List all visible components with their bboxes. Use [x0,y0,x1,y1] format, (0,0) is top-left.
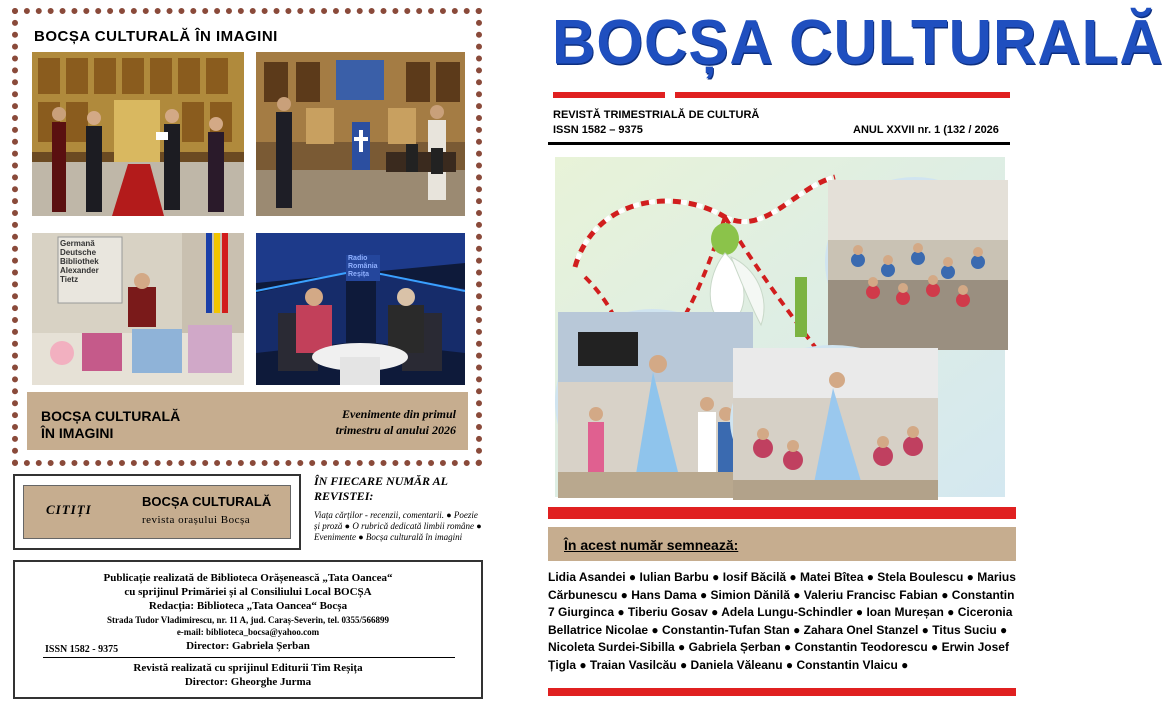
citi-word: CITIȚI [46,502,92,517]
gallery-bar-title-line: ÎN IMAGINI [41,425,114,441]
photo-kids-classroom [825,177,1005,347]
citi-box [13,474,301,550]
radio-logo-line: Radio [348,255,368,262]
pub-email: e-mail: biblioteca_bocsa@yahoo.com [176,627,320,637]
photo-library-exhibit [32,233,244,385]
pub-director: Director: Gabriela Șerban [186,640,310,652]
divider-red [675,92,1010,98]
pub-line: cu sprijinul Primăriei și al Consiliului Local BOCȘA [124,586,372,598]
pub-line: Publicație realizată de Biblioteca Orășenească „Tata Oancea“ [103,572,393,584]
pub-line: Strada Tudor Vladimirescu, nr. 11 A, jud. Caraș-Severin, tel. 0355/566899 [107,615,389,625]
divider-red [548,688,1016,696]
contributors-bar [548,527,1016,561]
divider [43,657,455,658]
contributors-title: În acest număr semnează: [564,537,739,553]
divider-red [548,507,1016,519]
gallery-title: BOCȘA CULTURALĂ ÎN IMAGINI [34,28,278,45]
pub-line: Redacția: Biblioteca „Tata Oancea“ Bocșa [148,600,348,612]
citi-title: BOCȘA CULTURALĂ [142,494,272,509]
issn: ISSN 1582 – 9375 [553,124,643,136]
sign-line: Germană [60,239,95,248]
fiecare-body: Viața cărților - recenzii, comentarii. ● Poezie și proză ● O rubrică dedicată limbii române ● Evenimente ● Bocșa culturală în imagini [314,510,482,542]
radio-logo-line: Reșița [348,271,370,278]
divider [548,142,1010,145]
issn-left: ISSN 1582 - 9375 [45,644,119,655]
sign-line: Alexander [60,266,99,275]
masthead: BOCȘA CULTURALĂ [552,7,1164,78]
divider-red [553,92,665,98]
gallery-bar-caption [336,406,456,438]
gallery-bar-title [41,408,180,442]
contributors-list: Lidia Asandei ● Iulian Barbu ● Iosif Băcilă ● Matei Bîtea ● Stela Boulescu ● Marius Cărbunescu ● Hans Dama ● Simion Dănilă ● Valeriu Francisc Fabian ● Constantin 7 Giurginca ● Tiberiu Gosav ● Adela Lungu-Schindler ● Ioan Mureșan ● Ciceronia Bellatrice Nicolae ● Constantin-Tufan Stan ● Zahara Onel Stanzel ● Titus Suciu ● Nicoleta Surdei-Sibilla ● Gabriela Șerban ● Constantin Teodorescu ● Erwin Josef Țigla ● Traian Vasilcău ● Daniela Văleanu ● Constantin Vlaicu ● [548,570,1016,672]
pub-line: Director: Gheorghe Jurma [184,676,312,688]
radio-logo-line: România [348,263,378,270]
publication-info-box [13,560,483,699]
subtitle: REVISTĂ TRIMESTRIALĂ DE CULTURĂ [553,109,760,121]
photo-kids-princess [555,309,750,495]
sign-line: Bibliothek [60,257,99,266]
photo-church-ceremony [32,52,244,216]
photo-kids-group [730,345,935,497]
citi-subtitle: revista orașului Bocșa [142,514,251,526]
gallery-bar-caption-line: Evenimente din primul [341,407,456,421]
issue-number: ANUL XXVII nr. 1 (132 / 2026 [853,124,999,136]
sign-line: Tietz [60,275,79,284]
citi-banner [23,485,291,539]
gallery-bar-caption-line: trimestru al anului 2026 [335,423,456,437]
photo-radio-studio [256,233,465,385]
gallery-caption-bar [27,392,468,450]
photo-church-service [256,52,465,216]
fiecare-title: ÎN FIECARE NUMĂR AL REVISTEI: [314,474,448,503]
pub-line: Revistă realizată cu sprijinul Editurii Tim Reșița [133,662,363,674]
gallery-bar-title-line: BOCȘA CULTURALĂ [41,408,181,424]
cover-collage [555,157,1005,497]
sign-line: Deutsche [60,248,97,257]
